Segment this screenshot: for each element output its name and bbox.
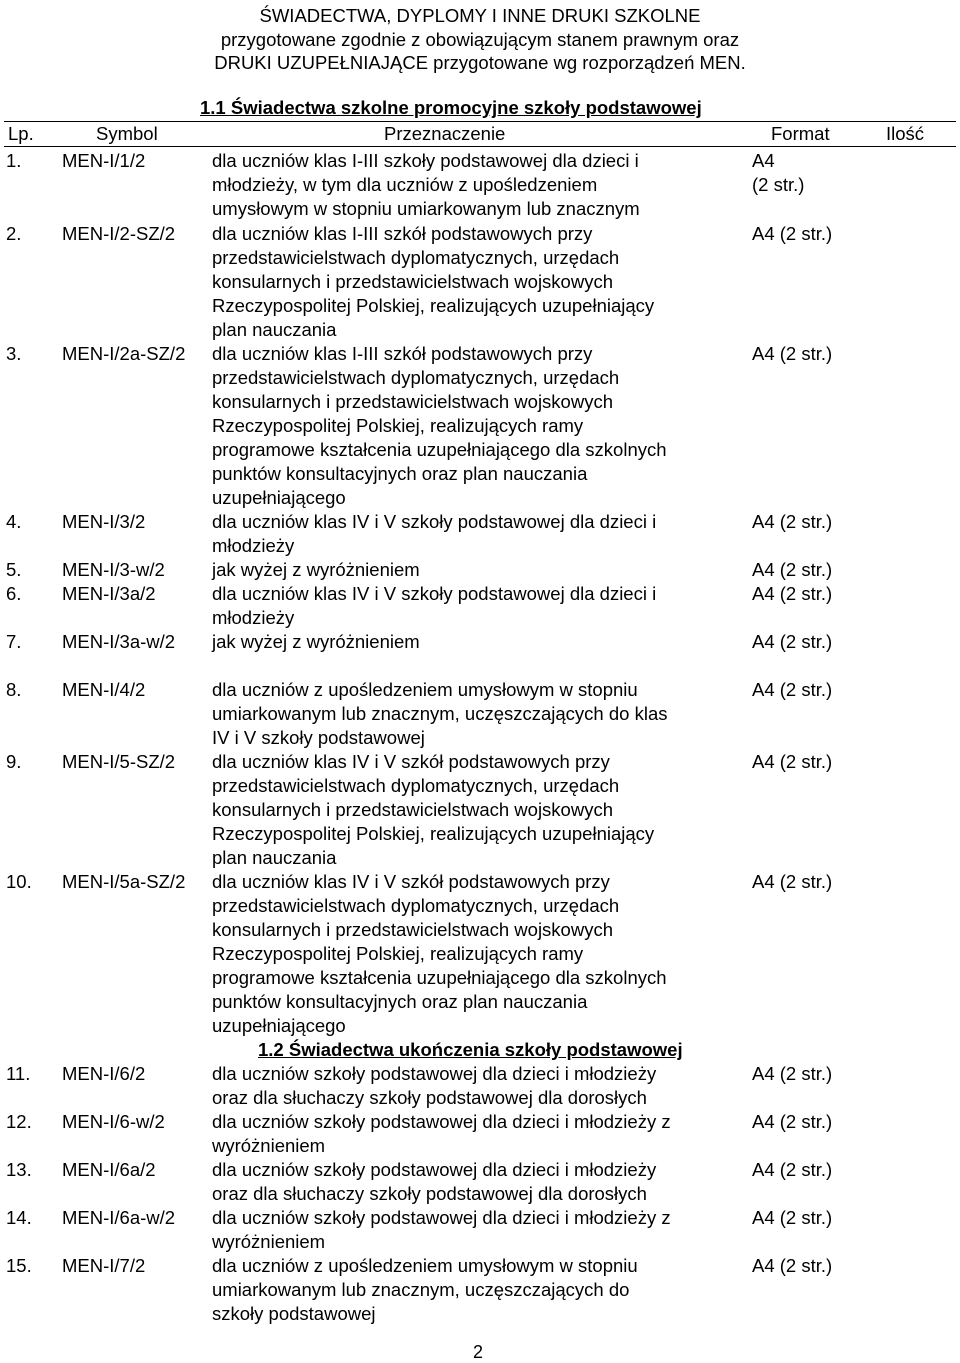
row-description bbox=[212, 1062, 742, 1110]
description-line: młodzieży bbox=[212, 535, 295, 556]
row-description bbox=[212, 582, 742, 630]
description-line: umiarkowanym lub znacznym, uczęszczających do klas bbox=[212, 703, 668, 724]
row-format bbox=[752, 678, 832, 702]
row-symbol: MEN-I/6/2 bbox=[62, 1063, 146, 1084]
row-number: 1. bbox=[6, 150, 22, 171]
description-line: młodzieży bbox=[212, 607, 295, 628]
row-number: 9. bbox=[6, 751, 22, 772]
row-description bbox=[212, 149, 742, 221]
row-format bbox=[752, 1206, 832, 1230]
format-line: A4 (2 str.) bbox=[752, 751, 833, 772]
format-line: A4 (2 str.) bbox=[752, 1063, 833, 1084]
row-number: 4. bbox=[6, 511, 22, 532]
row-symbol: MEN-I/7/2 bbox=[62, 1255, 146, 1276]
description-line: konsularnych i przedstawicielstwach wojskowych bbox=[212, 799, 613, 820]
column-header-format: Format bbox=[771, 123, 830, 144]
description-line: dla uczniów szkoły podstawowej dla dzieci i młodzieży z bbox=[212, 1111, 671, 1132]
description-line: Rzeczypospolitej Polskiej, realizujących uzupełniający bbox=[212, 295, 655, 316]
description-line: dla uczniów klas I-III szkoły podstawowej dla dzieci i bbox=[212, 150, 639, 171]
format-line: A4 (2 str.) bbox=[752, 679, 833, 700]
row-symbol: MEN-I/6a-w/2 bbox=[62, 1207, 176, 1228]
header-line-1: ŚWIADECTWA, DYPLOMY I INNE DRUKI SZKOLNE bbox=[259, 5, 701, 26]
row-description bbox=[212, 222, 742, 342]
description-line: punktów konsultacyjnych oraz plan nauczania bbox=[212, 991, 588, 1012]
format-line: A4 (2 str.) bbox=[752, 1255, 833, 1276]
format-line: A4 (2 str.) bbox=[752, 631, 833, 652]
row-description bbox=[212, 1110, 742, 1158]
header-line-3: DRUKI UZUPEŁNIAJĄCE przygotowane wg rozporządzeń MEN. bbox=[214, 52, 746, 73]
row-symbol: MEN-I/6a/2 bbox=[62, 1159, 156, 1180]
row-description bbox=[212, 342, 742, 510]
format-line: A4 (2 str.) bbox=[752, 1207, 833, 1228]
row-number: 13. bbox=[6, 1159, 32, 1180]
description-line: plan nauczania bbox=[212, 319, 337, 340]
row-number: 10. bbox=[6, 871, 32, 892]
document-header bbox=[180, 4, 780, 75]
format-line: A4 (2 str.) bbox=[752, 559, 833, 580]
description-line: uzupełniającego bbox=[212, 1015, 346, 1036]
row-number: 5. bbox=[6, 559, 22, 580]
row-symbol: MEN-I/3a/2 bbox=[62, 583, 156, 604]
description-line: Rzeczypospolitej Polskiej, realizujących uzupełniający bbox=[212, 823, 655, 844]
description-line: dla uczniów klas I-III szkół podstawowych przy bbox=[212, 223, 593, 244]
row-number: 11. bbox=[6, 1063, 31, 1084]
description-line: dla uczniów szkoły podstawowej dla dzieci i młodzieży bbox=[212, 1159, 657, 1180]
format-line: A4 bbox=[752, 150, 775, 171]
row-symbol: MEN-I/6-w/2 bbox=[62, 1111, 165, 1132]
description-line: dla uczniów szkoły podstawowej dla dzieci i młodzieży z bbox=[212, 1207, 671, 1228]
description-line: oraz dla słuchaczy szkoły podstawowej dla dorosłych bbox=[212, 1087, 647, 1108]
description-line: młodzieży, w tym dla uczniów z upośledzeniem bbox=[212, 174, 598, 195]
description-line: przedstawicielstwach dyplomatycznych, urzędach bbox=[212, 775, 620, 796]
description-line: konsularnych i przedstawicielstwach wojskowych bbox=[212, 391, 613, 412]
description-line: plan nauczania bbox=[212, 847, 337, 868]
row-symbol: MEN-I/4/2 bbox=[62, 679, 146, 700]
description-line: dla uczniów z upośledzeniem umysłowym w stopniu bbox=[212, 679, 638, 700]
description-line: programowe kształcenia uzupełniającego dla szkolnych bbox=[212, 439, 667, 460]
column-header-symbol: Symbol bbox=[96, 123, 158, 144]
column-header-lp: Lp. bbox=[8, 123, 34, 144]
row-format bbox=[752, 1254, 832, 1278]
section-title-graduation-certificates: 1.2 Świadectwa ukończenia szkoły podstawowej bbox=[258, 1039, 683, 1060]
description-line: dla uczniów klas IV i V szkół podstawowych przy bbox=[212, 751, 610, 772]
description-line: punktów konsultacyjnych oraz plan nauczania bbox=[212, 463, 588, 484]
description-line: Rzeczypospolitej Polskiej, realizujących ramy bbox=[212, 415, 584, 436]
page-number: 2 bbox=[473, 1342, 484, 1362]
row-format bbox=[752, 750, 832, 774]
row-description bbox=[212, 510, 742, 558]
description-line: dla uczniów klas I-III szkół podstawowych przy bbox=[212, 343, 593, 364]
format-line: A4 (2 str.) bbox=[752, 223, 833, 244]
row-symbol: MEN-I/2-SZ/2 bbox=[62, 223, 176, 244]
description-line: umysłowym w stopniu umiarkowanym lub znacznym bbox=[212, 198, 640, 219]
format-line: A4 (2 str.) bbox=[752, 1111, 833, 1132]
row-description bbox=[212, 1206, 742, 1254]
row-description bbox=[212, 558, 742, 582]
row-symbol: MEN-I/5a-SZ/2 bbox=[62, 871, 186, 892]
row-number: 14. bbox=[6, 1207, 32, 1228]
row-description bbox=[212, 870, 742, 1038]
row-symbol: MEN-I/3a-w/2 bbox=[62, 631, 176, 652]
description-line: dla uczniów klas IV i V szkoły podstawowej dla dzieci i bbox=[212, 511, 657, 532]
row-format bbox=[752, 630, 832, 654]
row-number: 7. bbox=[6, 631, 22, 652]
row-symbol: MEN-I/3-w/2 bbox=[62, 559, 165, 580]
row-number: 6. bbox=[6, 583, 22, 604]
row-format bbox=[752, 558, 832, 582]
description-line: wyróżnieniem bbox=[212, 1231, 326, 1252]
description-line: jak wyżej z wyróżnieniem bbox=[212, 631, 420, 652]
description-line: konsularnych i przedstawicielstwach wojskowych bbox=[212, 919, 613, 940]
format-line: A4 (2 str.) bbox=[752, 1159, 833, 1180]
row-symbol: MEN-I/2a-SZ/2 bbox=[62, 343, 186, 364]
row-number: 2. bbox=[6, 223, 22, 244]
description-line: dla uczniów klas IV i V szkoły podstawowej dla dzieci i bbox=[212, 583, 657, 604]
description-line: IV i V szkoły podstawowej bbox=[212, 727, 425, 748]
row-number: 3. bbox=[6, 343, 22, 364]
row-number: 8. bbox=[6, 679, 22, 700]
row-symbol: MEN-I/5-SZ/2 bbox=[62, 751, 176, 772]
description-line: dla uczniów klas IV i V szkół podstawowych przy bbox=[212, 871, 610, 892]
description-line: Rzeczypospolitej Polskiej, realizujących ramy bbox=[212, 943, 584, 964]
row-description bbox=[212, 1158, 742, 1206]
description-line: dla uczniów szkoły podstawowej dla dzieci i młodzieży bbox=[212, 1063, 657, 1084]
row-number: 12. bbox=[6, 1111, 32, 1132]
format-line: A4 (2 str.) bbox=[752, 343, 833, 364]
row-format bbox=[752, 582, 832, 606]
row-format bbox=[752, 1110, 832, 1134]
header-line-2: przygotowane zgodnie z obowiązującym stanem prawnym oraz bbox=[220, 28, 740, 50]
row-description bbox=[212, 750, 742, 870]
row-number: 15. bbox=[6, 1255, 32, 1276]
row-symbol: MEN-I/3/2 bbox=[62, 511, 146, 532]
column-header-qty: Ilość bbox=[886, 123, 925, 144]
row-format bbox=[752, 342, 832, 366]
description-line: przedstawicielstwach dyplomatycznych, urzędach bbox=[212, 247, 620, 268]
column-header-purpose: Przeznaczenie bbox=[384, 123, 506, 144]
row-format bbox=[752, 870, 832, 894]
row-format bbox=[752, 510, 832, 534]
row-symbol: MEN-I/1/2 bbox=[62, 150, 146, 171]
format-line: A4 (2 str.) bbox=[752, 871, 833, 892]
description-line: programowe kształcenia uzupełniającego dla szkolnych bbox=[212, 967, 667, 988]
format-line: (2 str.) bbox=[752, 174, 805, 195]
description-line: szkoły podstawowej bbox=[212, 1303, 376, 1324]
row-description bbox=[212, 630, 742, 654]
row-format bbox=[752, 1158, 832, 1182]
section-title-promotion-certificates: 1.1 Świadectwa szkolne promocyjne szkoły podstawowej bbox=[200, 97, 702, 118]
row-description bbox=[212, 1254, 742, 1326]
description-line: oraz dla słuchaczy szkoły podstawowej dla dorosłych bbox=[212, 1183, 647, 1204]
row-format bbox=[752, 222, 832, 246]
description-line: przedstawicielstwach dyplomatycznych, urzędach bbox=[212, 895, 620, 916]
format-line: A4 (2 str.) bbox=[752, 511, 833, 532]
description-line: wyróżnieniem bbox=[212, 1135, 326, 1156]
table-header-bottom-border bbox=[4, 146, 956, 147]
description-line: jak wyżej z wyróżnieniem bbox=[212, 559, 420, 580]
description-line: uzupełniającego bbox=[212, 487, 346, 508]
format-line: A4 (2 str.) bbox=[752, 583, 833, 604]
description-line: przedstawicielstwach dyplomatycznych, urzędach bbox=[212, 367, 620, 388]
description-line: umiarkowanym lub znacznym, uczęszczających do bbox=[212, 1279, 630, 1300]
row-description bbox=[212, 678, 742, 750]
row-format bbox=[752, 149, 804, 197]
description-line: dla uczniów z upośledzeniem umysłowym w stopniu bbox=[212, 1255, 638, 1276]
row-format bbox=[752, 1062, 832, 1086]
description-line: konsularnych i przedstawicielstwach wojskowych bbox=[212, 271, 613, 292]
